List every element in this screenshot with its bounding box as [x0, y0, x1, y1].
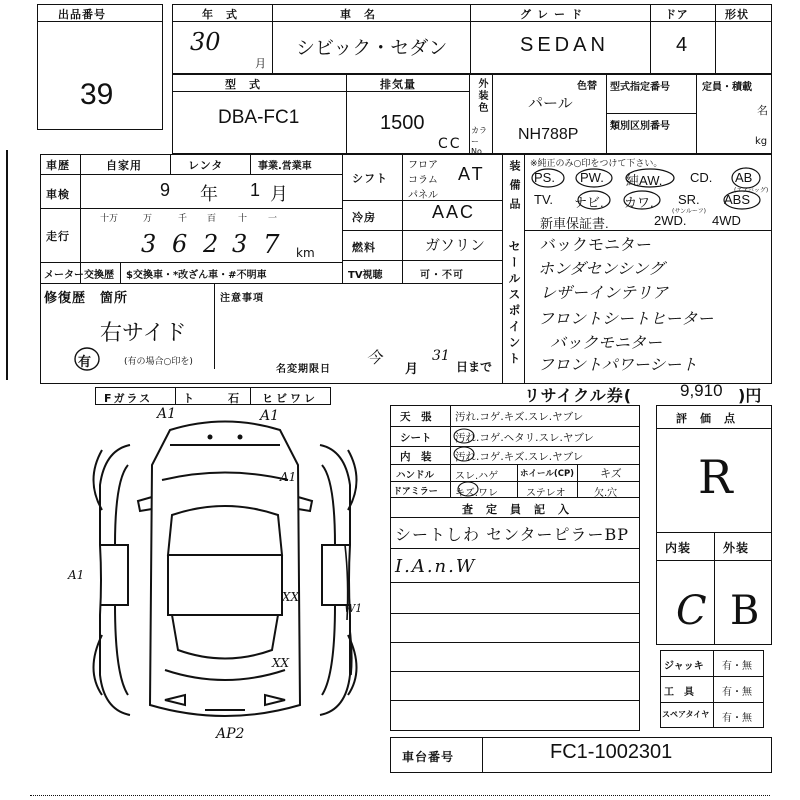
inspection-month-unit: 月	[270, 184, 288, 204]
car-name: シビック・セダン	[296, 38, 448, 59]
shift-label: シフト	[352, 172, 388, 185]
ab-note: (エアバッグ)	[734, 187, 769, 194]
car-name-label: 車 名	[340, 8, 376, 21]
exterior-score: B	[730, 588, 760, 634]
displacement-label: 排気量	[380, 78, 416, 91]
shape-label: 形状	[725, 8, 749, 21]
equip-leather[interactable]: カワ.	[624, 195, 654, 210]
cond-mirror-value: キズ.ワレ	[455, 488, 498, 499]
inspector-note-1: シートしわ センターピラーBP	[395, 525, 629, 544]
tool-spare-value[interactable]: 有・無	[722, 713, 752, 724]
shift-floor: フロア	[408, 160, 438, 171]
shift-value: AT	[458, 164, 486, 184]
grade-label: グレード	[520, 8, 588, 21]
mileage-digit-3: 3	[232, 230, 248, 258]
model-label: 型 式	[225, 78, 261, 91]
mileage-digit-4: 7	[263, 230, 280, 260]
inspector-label: 査 定 員 記 入	[462, 503, 570, 516]
grade-value: SEDAN	[520, 34, 609, 56]
inspection-year-unit: 年	[200, 184, 218, 204]
sale-point-5: バックモニター	[550, 333, 663, 352]
notes-label: 注意事項	[220, 293, 264, 304]
mileage-digit-2: 2	[203, 230, 219, 258]
glass-item-crack: ヒビワレ	[262, 392, 318, 405]
expiry-label: 名変期限日	[276, 364, 331, 375]
history-rental[interactable]: レンタ	[188, 159, 224, 172]
score-value: R	[698, 450, 733, 504]
history-label: 車歴	[46, 159, 70, 172]
mark-w1: W1	[344, 602, 363, 615]
cond-interior-label: 内 装	[400, 451, 432, 463]
chassis-number: FC1-1002301	[550, 741, 673, 763]
equip-ab[interactable]: AB	[735, 170, 753, 185]
capacity-label: 定員・積載	[702, 82, 752, 93]
glass-item-stone: 石	[228, 392, 239, 405]
mark-xx-right-door: XX	[282, 590, 300, 604]
color-no-label: カラーNo.	[471, 126, 487, 156]
shift-column: コラム	[408, 175, 438, 186]
condition-circles	[450, 426, 510, 498]
fuel-label: 燃料	[352, 241, 376, 254]
equip-ps[interactable]: PS.	[534, 170, 555, 185]
cond-handle-value: スレ.ハゲ	[455, 471, 499, 482]
sale-points-label: セールスポイント	[507, 240, 521, 368]
cc-unit: CC	[438, 136, 462, 152]
inspection-month: 1	[250, 180, 261, 200]
weight-unit: kg	[755, 136, 768, 147]
recycle-label: リサイクル券(	[524, 386, 633, 405]
color-change-label: 色替	[577, 81, 597, 92]
cond-wheel-value: キズ	[600, 467, 622, 480]
tool-spare-label: スペアタイヤ	[662, 710, 710, 719]
recycle-unit: )円	[738, 386, 762, 405]
mileage-unit-0: 十万	[100, 214, 119, 224]
inspection-year: 9	[160, 180, 171, 200]
cond-handle-label: ハンドル	[396, 470, 435, 481]
sale-point-2: ホンダセンシング	[538, 259, 665, 278]
equip-pw[interactable]: PW.	[580, 170, 604, 185]
equip-2wd[interactable]: 2WD.	[654, 213, 687, 228]
mileage-km-unit: km	[296, 246, 315, 260]
model-value: DBA-FC1	[218, 107, 300, 128]
cond-ceiling-label: 天 張	[400, 411, 432, 423]
year-value: 30	[190, 28, 221, 56]
type-no-label: 型式指定番号	[610, 82, 670, 93]
sr-note: (サンルーフ)	[672, 208, 706, 215]
tv-label: TV視聴	[348, 270, 383, 281]
year-label: 年 式	[202, 8, 238, 21]
cond-seat-value: 汚れ.コゲ.ヘタリ.スレ.ヤブレ	[455, 432, 594, 444]
repair-location: 右サイド	[100, 321, 187, 346]
mileage-unit-4: 十	[238, 214, 248, 224]
sale-point-6: フロントパワーシート	[538, 355, 698, 374]
repair-mark: 有	[78, 355, 93, 370]
expiry-day-unit: 日まで	[456, 360, 493, 374]
displacement-value: 1500	[380, 112, 425, 134]
mileage-digit-1: 6	[172, 230, 188, 258]
equip-sr[interactable]: SR.	[678, 192, 700, 207]
ext-color-label: 外装色	[476, 78, 487, 114]
tool-tools-label: 工 具	[664, 687, 694, 698]
equip-aw[interactable]: 純AW.	[626, 173, 663, 188]
sale-point-1: バックモニター	[540, 235, 653, 254]
mark-a1-front-left: A1	[157, 406, 177, 422]
cond-seat-label: シート	[400, 432, 432, 444]
color-value: パール	[528, 95, 573, 112]
history-business[interactable]: 事業.営業車	[258, 161, 312, 172]
fuel-value: ガソリン	[425, 237, 486, 254]
chassis-label: 車台番号	[402, 750, 455, 764]
class-no-label: 類別区別番号	[610, 121, 670, 132]
cond-stereo-value: 欠.穴	[594, 488, 618, 499]
tv-value: 可・不可	[420, 270, 464, 281]
capacity-unit: 名	[757, 104, 768, 117]
mileage-label: 走行	[46, 230, 70, 243]
equip-warranty[interactable]: 新車保証書.	[540, 216, 609, 231]
mileage-unit-1: 万	[143, 214, 153, 224]
tool-jack-label: ジャッキ	[664, 661, 704, 672]
mileage-unit-2: 千	[178, 214, 188, 224]
cond-stereo-label: ステレオ	[526, 488, 566, 499]
mileage-unit-3: 百	[207, 214, 217, 224]
meter-options: $交換車・*改ざん車・#不明車	[126, 270, 267, 281]
inspection-label: 車検	[46, 188, 70, 201]
sale-point-3: レザーインテリア	[540, 283, 669, 302]
door-value: 4	[676, 34, 688, 56]
tool-jack-value[interactable]: 有・無	[722, 661, 752, 672]
mark-ap2-rear: AP2	[216, 726, 245, 742]
inspector-note-2: I.A.n.W	[395, 556, 477, 577]
ac-label: 冷房	[352, 211, 376, 224]
interior-score: C	[676, 588, 707, 634]
glass-item-to: ト	[183, 392, 194, 405]
equip-abs[interactable]: ABS	[724, 192, 751, 207]
lot-number: 39	[80, 78, 114, 111]
expiry-month: 今	[366, 348, 383, 367]
expiry-month-unit: 月	[405, 362, 420, 377]
mark-a1-right-side: A1	[280, 470, 297, 484]
equipment-note: ※純正のみ○印をつけて下さい。	[530, 159, 663, 169]
mark-a1-left-side: A1	[68, 568, 85, 582]
lot-label: 出品番号	[58, 8, 106, 21]
mark-xx-right-rear: XX	[272, 656, 290, 670]
shift-panel: パネル	[408, 190, 438, 201]
month-unit: 月	[255, 57, 266, 70]
equip-navi[interactable]: ナビ.	[574, 195, 604, 210]
mileage-digit-0: 3	[141, 230, 157, 258]
color-code: NH788P	[518, 126, 579, 143]
ac-value: AAC	[432, 202, 476, 222]
equipment-circles	[520, 160, 770, 212]
exterior-label: 外装	[723, 541, 750, 555]
expiry-day: 31	[432, 348, 450, 364]
interior-label: 内装	[665, 541, 692, 555]
cond-ceiling-value: 汚れ.コゲ.キズ.スレ.ヤブレ	[455, 411, 584, 423]
equipment-label: 装備品	[508, 160, 521, 217]
left-margin-line	[6, 150, 8, 380]
meter-label: メーター交換歴	[44, 270, 114, 281]
door-label: ドア	[665, 8, 689, 21]
glass-label: Fガラス	[104, 392, 153, 405]
equip-4wd[interactable]: 4WD	[712, 213, 741, 228]
repair-mark-note: (有の場合○印を)	[124, 357, 193, 367]
cond-interior-value: 汚れ.コゲ.キズ.スレ.ヤブレ	[455, 451, 584, 463]
cond-wheel-label: ホイール(CP)	[520, 469, 575, 479]
tool-tools-value[interactable]: 有・無	[722, 687, 752, 698]
repair-label: 修復歴 箇所	[44, 291, 129, 306]
cond-mirror-label: ドアミラー	[393, 487, 438, 497]
equip-cd[interactable]: CD.	[690, 170, 713, 185]
mileage-unit-5: 一	[268, 214, 278, 224]
equip-tv[interactable]: TV.	[534, 192, 554, 207]
score-label: 評 価 点	[676, 412, 736, 425]
sale-point-4: フロントシートヒーター	[538, 309, 714, 328]
mark-a1-front-right: A1	[260, 408, 280, 424]
recycle-value: 9,910	[680, 381, 723, 400]
bottom-divider	[30, 795, 770, 796]
history-private[interactable]: 自家用	[106, 159, 142, 172]
